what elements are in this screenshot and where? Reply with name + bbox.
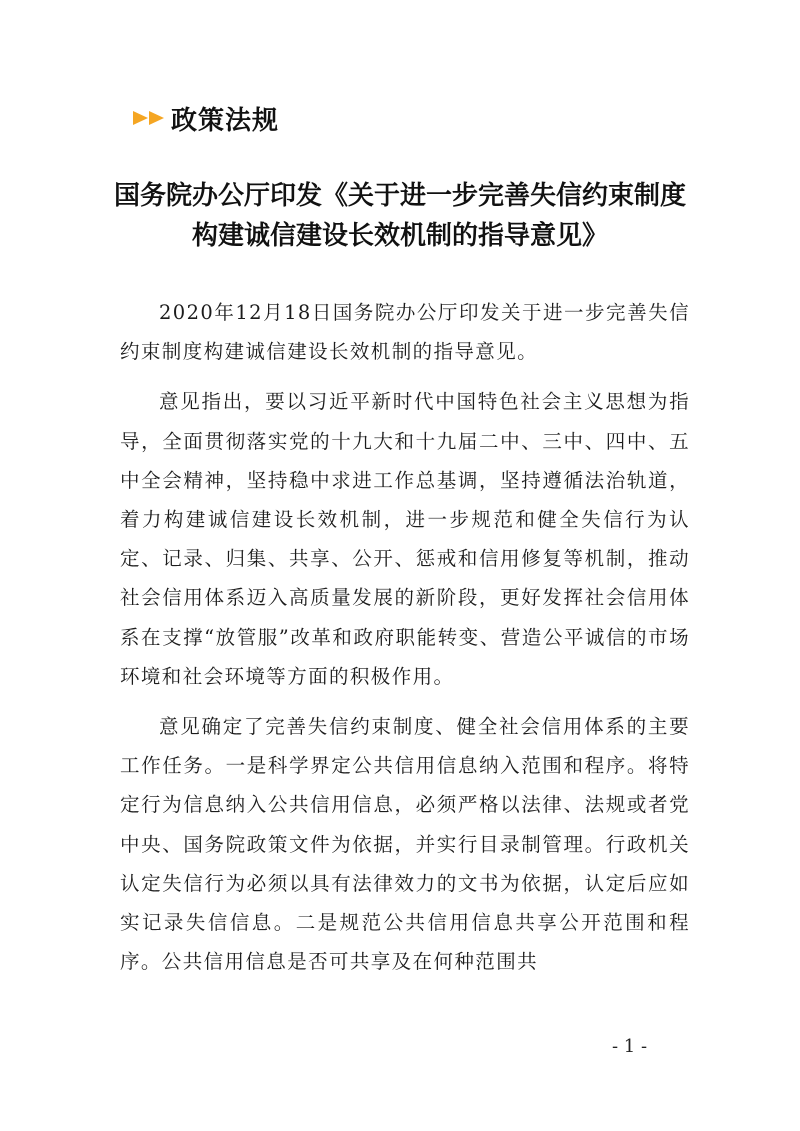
document-title-line-2: 构建诚信建设长效机制的指导意见》 xyxy=(191,221,608,251)
paragraph: 意见指出，要以习近平新时代中国特色社会主义思想为指导，全面贯彻落实党的十九大和十九届二中、三中、四中、五中全会精神，坚持稳中求进工作总基调，坚持遵循法治轨道，着力构建诚信建设长效机制，进一步规范和健全失信行为认定、记录、归集、共享、公开、惩戒和信用修复等机制，推动社会信用体系迈入高质量发展的新阶段，更好发挥社会信用体系在支撑“放管服”改革和政府职能转变、营造公平诚信的市场环境和社会环境等方面的积极作用。 xyxy=(120,390,690,688)
document-title xyxy=(100,176,700,256)
section-header xyxy=(133,98,279,138)
document-body xyxy=(120,293,690,992)
section-title: 政策法规 xyxy=(171,105,280,136)
document-title-line-1: 国务院办公厅印发《关于进一步完善失信约束制度 xyxy=(113,181,686,211)
paragraph: 意见确定了完善失信约束制度、健全社会信用体系的主要工作任务。一是科学界定公共信用信息纳入范围和程序。将特定行为信息纳入公共信用信息，必须严格以法律、法规或者党中央、国务院政策文件为依据，并实行目录制管理。行政机关认定失信行为必须以具有法律效力的文书为依据，认定后应如实记录失信信息。二是规范公共信用信息共享公开范围和程序。公共信用信息是否可共享及在何种范围共 xyxy=(120,715,690,974)
page-number: - 1 - xyxy=(612,1036,648,1057)
paragraph: 2020年12月18日国务院办公厅印发关于进一步完善失信约束制度构建诚信建设长效机制的指导意见。 xyxy=(120,301,690,364)
double-triangle-arrow-icon xyxy=(133,110,167,126)
